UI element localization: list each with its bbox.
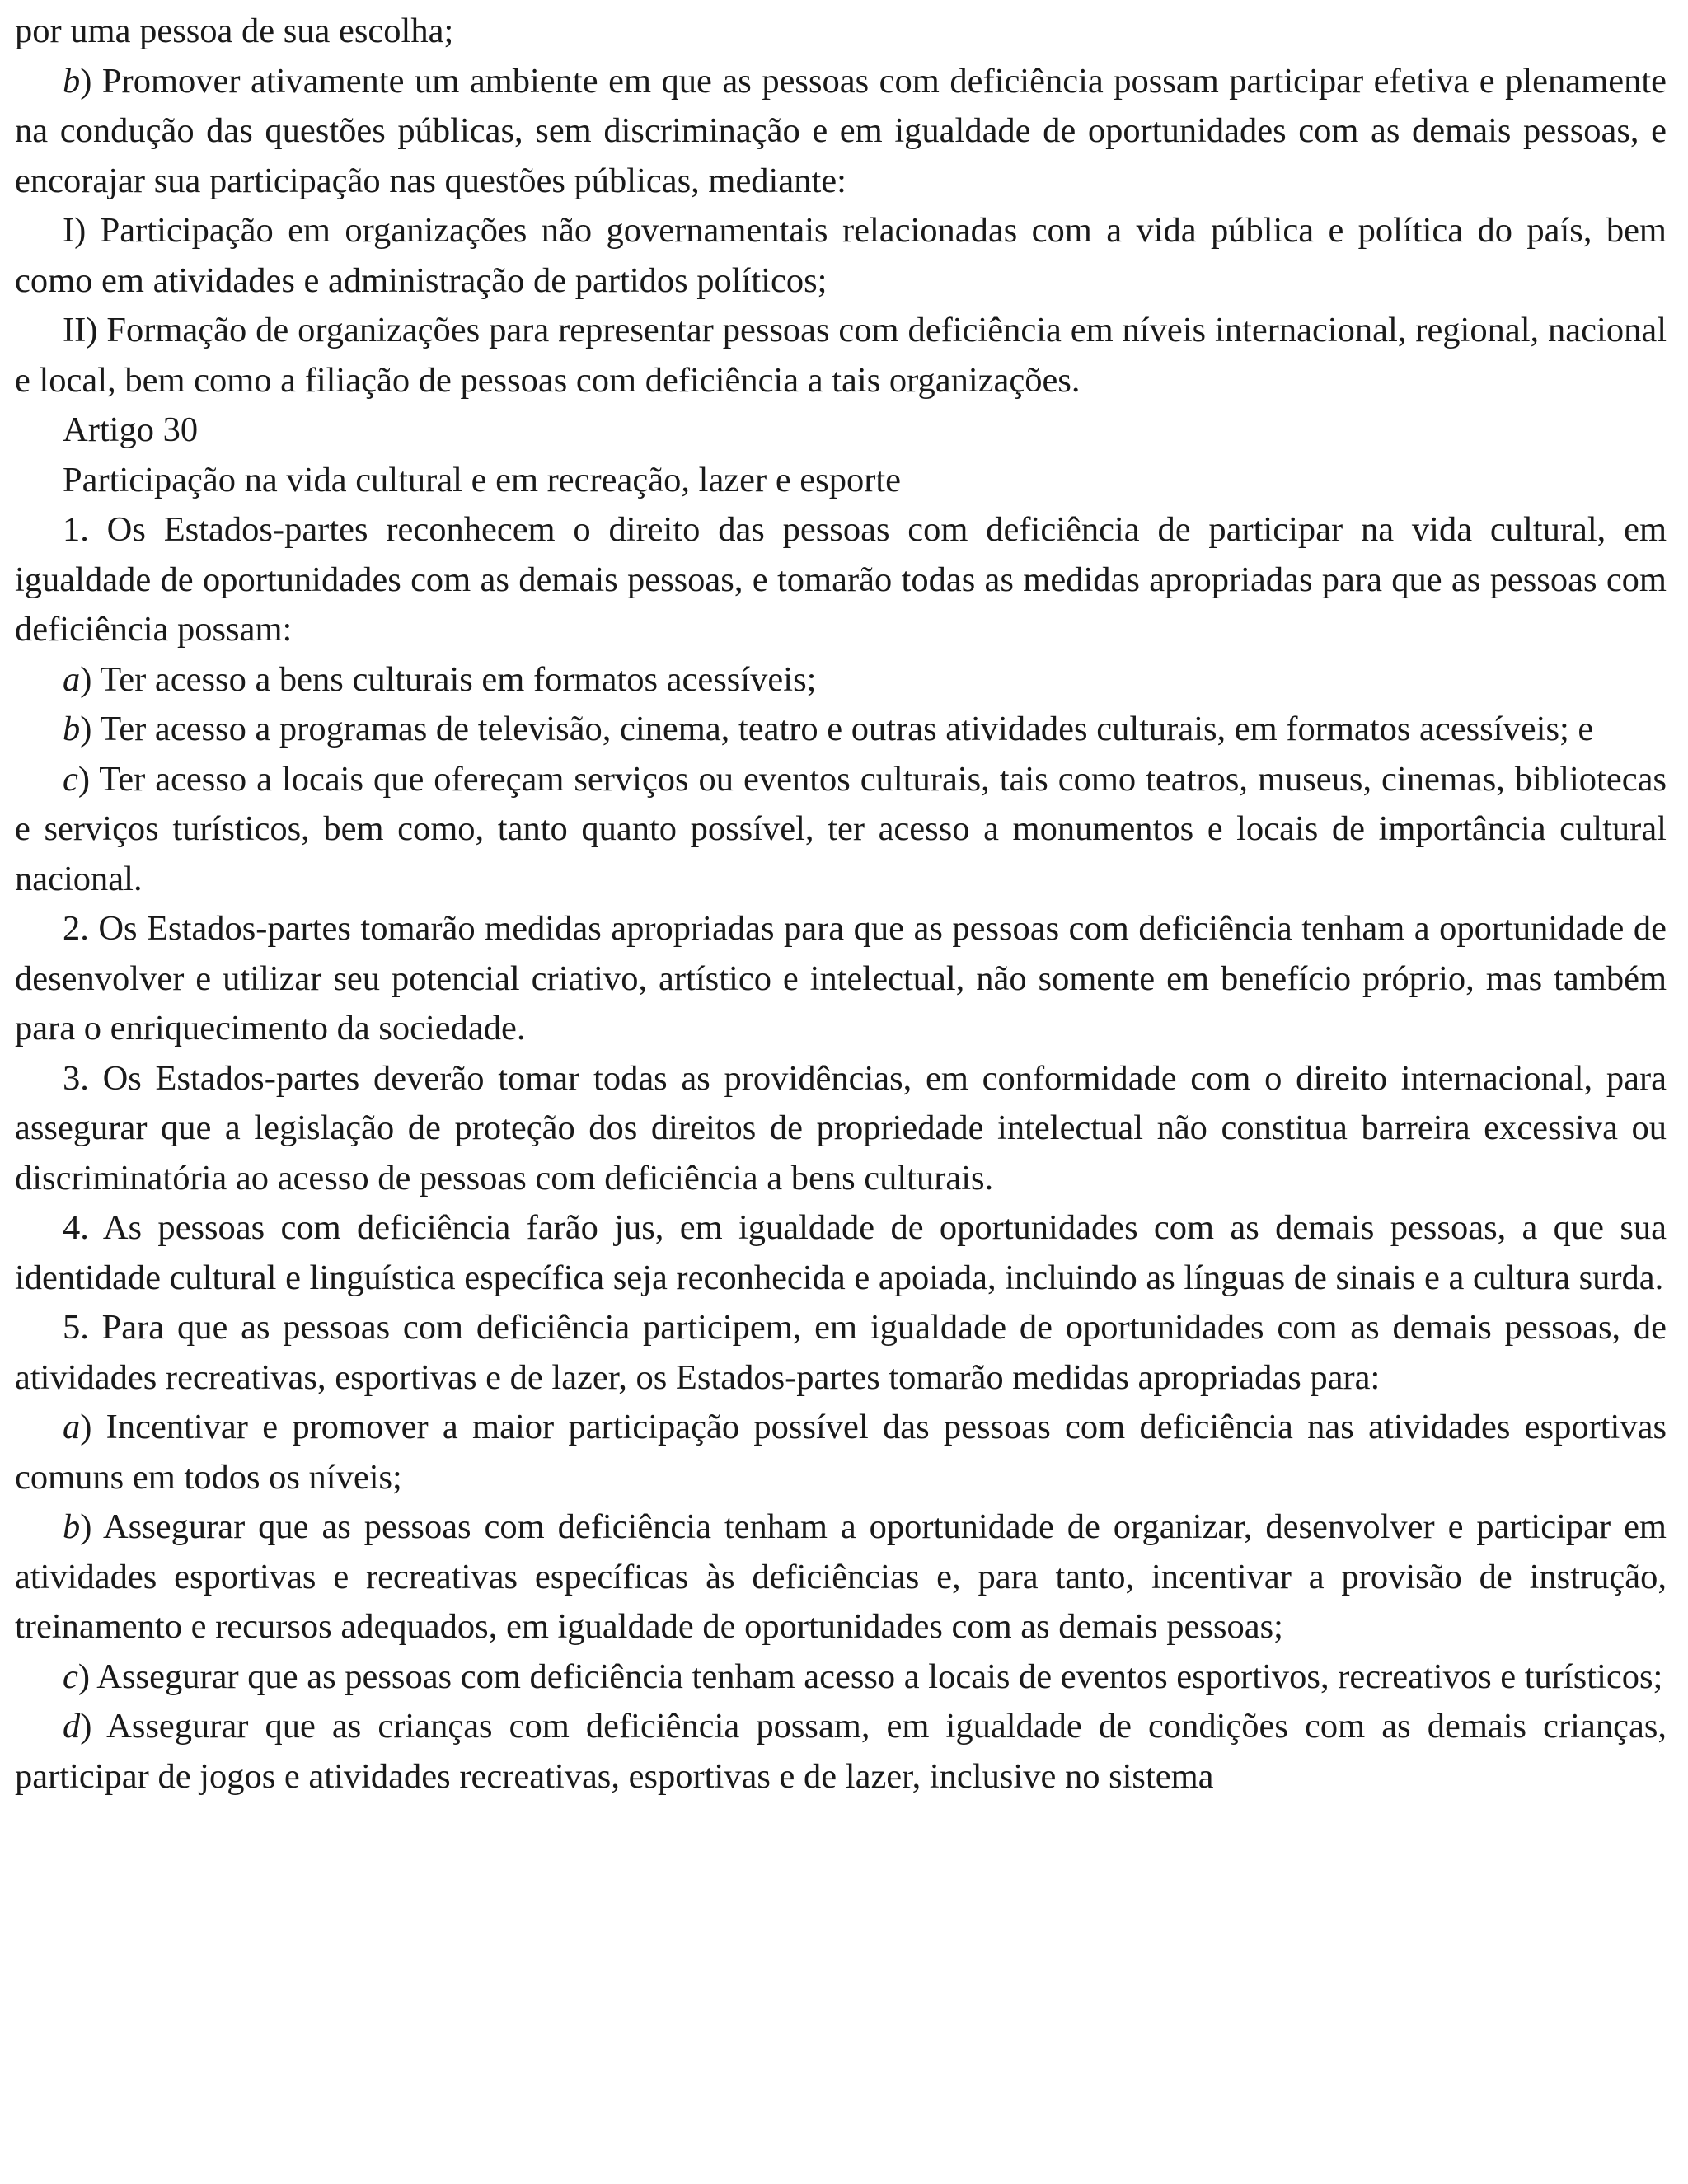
paragraph-2: [15, 904, 1667, 1054]
paragraph-text: ) Ter acesso a bens culturais em formatos acessíveis;: [80, 659, 817, 699]
paragraph-item-ii: [15, 306, 1667, 405]
paragraph-text: ) Assegurar que as crianças com deficiência possam, em igualdade de condições com as demais crianças, participar de jogos e atividades recreativas, esportivas e de lazer, inclusive no sistema: [15, 1707, 1667, 1796]
paragraph-3: [15, 1054, 1667, 1204]
article-number: [15, 405, 1667, 456]
item-marker: d: [63, 1707, 81, 1746]
paragraph-text: I) Participação em organizações não governamentais relacionadas com a vida pública e política do país, bem como em atividades e administração de partidos políticos;: [15, 211, 1667, 300]
item-marker: a: [63, 1408, 81, 1446]
paragraph-text: 3. Os Estados-partes deverão tomar todas as providências, em conformidade com o direito internacional, para assegurar que a legislação de proteção dos direitos de propriedade intelectual não constitua barreira excessiva ou discriminatória ao acesso de pessoas com deficiência a bens culturais.: [15, 1058, 1667, 1197]
paragraph-text: por uma pessoa de sua escolha;: [15, 12, 454, 50]
item-marker: a: [63, 659, 81, 699]
item-marker: b: [63, 710, 81, 748]
paragraph-5: [15, 1303, 1667, 1403]
paragraph-item-i: [15, 206, 1667, 306]
paragraph-item-c: [15, 755, 1667, 905]
paragraph-text: ) Assegurar que as pessoas com deficiência tenham a oportunidade de organizar, desenvolver e participar em atividades esportivas e recreativas específicas às deficiências e, para tanto, incentivar a provisão de instrução, treinamento e recursos adequados, em igualdade de oportunidades com as demais pessoas;: [15, 1507, 1667, 1646]
paragraph-item-b: [15, 1502, 1667, 1652]
paragraph-item-a: [15, 655, 1667, 705]
paragraph-text: 5. Para que as pessoas com deficiência participem, em igualdade de oportunidades com as demais pessoas, de atividades recreativas, esportivas e de lazer, os Estados-partes tomarão medidas apropriadas para:: [15, 1308, 1667, 1397]
paragraph-item-b: [15, 57, 1667, 207]
item-marker: c: [63, 1657, 78, 1696]
item-marker: c: [63, 759, 78, 799]
paragraph-text: 4. As pessoas com deficiência farão jus, em igualdade de oportunidades com as demais pessoas, a que sua identidade cultural e linguística específica seja reconhecida e apoiada, incluindo as línguas de sinais e a cultura surda.: [15, 1208, 1667, 1297]
document-page: [15, 7, 1667, 1802]
paragraph-text: 2. Os Estados-partes tomarão medidas apropriadas para que as pessoas com deficiência tenham a oportunidade de desenvolver e utilizar seu potencial criativo, artístico e intelectual, não somente em benefício próprio, mas também para o enriquecimento da sociedade.: [15, 909, 1667, 1047]
paragraph-continuation: [15, 7, 1667, 57]
paragraph-4: [15, 1203, 1667, 1303]
article-heading: Artigo 30: [63, 410, 199, 449]
paragraph-text: II) Formação de organizações para representar pessoas com deficiência em níveis internacional, regional, nacional e local, bem como a filiação de pessoas com deficiência a tais organizações.: [15, 311, 1667, 400]
paragraph-text: ) Ter acesso a locais que ofereçam serviços ou eventos culturais, tais como teatros, museus, cinemas, bibliotecas e serviços turísticos, bem como, tanto quanto possível, ter acesso a monumentos e locais de importância cultural nacional.: [15, 759, 1667, 898]
paragraph-item-a: [15, 1403, 1667, 1502]
paragraph-text: ) Ter acesso a programas de televisão, cinema, teatro e outras atividades culturais, em formatos acessíveis; e: [80, 710, 1594, 748]
article-title: [15, 456, 1667, 506]
paragraph-text: 1. Os Estados-partes reconhecem o direito das pessoas com deficiência de participar na vida cultural, em igualdade de oportunidades com as demais pessoas, e tomarão todas as medidas apropriadas para que as pessoas com deficiência possam:: [15, 510, 1667, 649]
article-subheading: Participação na vida cultural e em recreação, lazer e esporte: [63, 460, 902, 499]
item-marker: b: [63, 61, 81, 101]
paragraph-text: ) Assegurar que as pessoas com deficiência tenham acesso a locais de eventos esportivos, recreativos e turísticos;: [77, 1657, 1663, 1696]
paragraph-1: [15, 505, 1667, 655]
paragraph-item-b: [15, 705, 1667, 755]
item-marker: b: [63, 1507, 81, 1546]
paragraph-item-c: [15, 1652, 1667, 1703]
paragraph-item-d: [15, 1702, 1667, 1802]
paragraph-text: ) Promover ativamente um ambiente em que as pessoas com deficiência possam participar efetiva e plenamente na condução das questões públicas, sem discriminação e em igualdade de oportunidades com as demais pessoas, e encorajar sua participação nas questões públicas, mediante:: [15, 61, 1667, 200]
paragraph-text: ) Incentivar e promover a maior participação possível das pessoas com deficiência nas atividades esportivas comuns em todos os níveis;: [15, 1408, 1667, 1497]
